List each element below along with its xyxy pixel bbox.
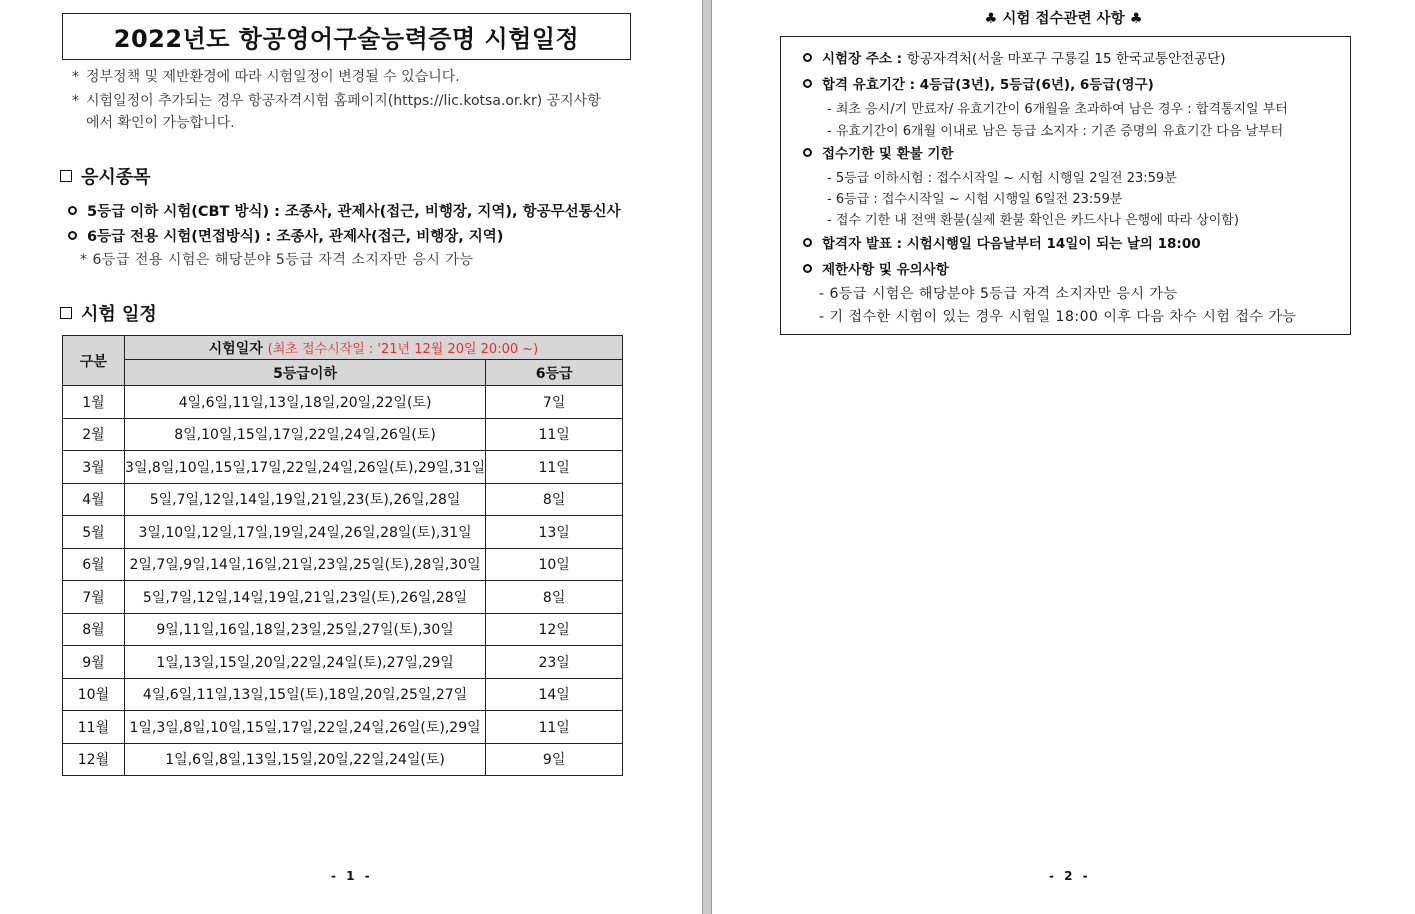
circle-bullet-icon xyxy=(803,148,812,157)
header-grade5: 5등급이하 xyxy=(124,360,485,386)
grade6-dates-cell: 8일 xyxy=(486,483,623,516)
notice-line-2: * 시험일정이 추가되는 경우 항공자격시험 홈페이지(https://lic.kotsa.or.kr) 공지사항 xyxy=(72,90,601,113)
month-cell: 10월 xyxy=(63,678,125,711)
notice-line-3: 에서 확인이 가능합니다. xyxy=(86,115,235,131)
grade5-dates-cell: 1일,13일,15일,20일,22일,24일(토),27일,29일 xyxy=(124,646,485,679)
grade5-dates-cell: 2일,7일,9일,14일,16일,21일,23일,25일(토),28일,30일 xyxy=(124,548,485,581)
note-mark: * xyxy=(72,93,79,109)
month-cell: 6월 xyxy=(63,548,125,581)
table-row xyxy=(63,386,623,419)
exam-type-subnote: * 6등급 전용 시험은 해당분야 5등급 자격 소지자만 응시 가능 xyxy=(80,252,474,268)
grade6-dates-cell: 10일 xyxy=(486,548,623,581)
header-exam-date: 시험일자 (최초 접수시작일 : '21년 12월 20일 20:00 ~) xyxy=(124,336,622,360)
checkbox-square-icon xyxy=(60,307,72,319)
page-number: - 2 - xyxy=(1049,869,1091,883)
circle-bullet-icon xyxy=(68,231,77,240)
deadline-line: 접수기한 및 환불 기한 xyxy=(803,142,953,162)
grade6-dates-cell: 11일 xyxy=(486,451,623,484)
section-schedule-heading: 시험 일정 xyxy=(60,300,157,326)
grade5-dates-cell: 5일,7일,12일,14일,19일,21일,23(토),26일,28일 xyxy=(124,483,485,516)
deadline-item: - 접수 기한 내 전액 환불(실제 환불 확인은 카드사나 은행에 따라 상이함) xyxy=(827,213,1239,228)
month-cell: 3월 xyxy=(63,451,125,484)
month-cell: 12월 xyxy=(63,743,125,776)
grade6-dates-cell: 11일 xyxy=(486,711,623,744)
validity-item: - 유효기간이 6개월 이내로 남은 등급 소지자 : 기존 증명의 유효기간 다음 날부터 xyxy=(827,124,1284,139)
exam-type-item: 5등급 이하 시험(CBT 방식) : 조종사, 관제사(접근, 비행장, 지역), 항공무선통신사 xyxy=(68,200,621,221)
grade5-dates-cell: 3일,10일,12일,17일,19일,24일,26일,28일(토),31일 xyxy=(124,516,485,549)
month-cell: 8월 xyxy=(63,613,125,646)
page-gutter xyxy=(702,0,712,914)
table-row xyxy=(63,548,623,581)
grade5-dates-cell: 3일,8일,10일,15일,17일,22일,24일,26일(토),29일,31일 xyxy=(124,451,485,484)
grade6-dates-cell: 8일 xyxy=(486,581,623,614)
document-page-1 xyxy=(0,0,702,914)
restriction-item: - 기 접수한 시험이 있는 경우 시험일 18:00 이후 다음 차수 시험 접수 가능 xyxy=(819,309,1297,325)
grade6-dates-cell: 7일 xyxy=(486,386,623,419)
page-title xyxy=(62,13,631,60)
circle-bullet-icon xyxy=(803,53,812,62)
grade5-dates-cell: 9일,11일,16일,18일,23일,25일,27일(토),30일 xyxy=(124,613,485,646)
deadline-item: - 5등급 이하시험 : 접수시작일 ~ 시험 시행일 2일전 23:59분 xyxy=(827,171,1177,186)
table-row xyxy=(63,581,623,614)
month-cell: 1월 xyxy=(63,386,125,419)
announcement-line: 합격자 발표 : 시험시행일 다음날부터 14일이 되는 날의 18:00 xyxy=(803,232,1201,252)
grade6-dates-cell: 14일 xyxy=(486,678,623,711)
header-grade6: 6등급 xyxy=(486,360,623,386)
notice-line-1: * 정부정책 및 제반환경에 따라 시험일정이 변경될 수 있습니다. xyxy=(72,66,460,89)
circle-bullet-icon xyxy=(803,238,812,247)
schedule-table xyxy=(62,335,623,776)
grade6-dates-cell: 13일 xyxy=(486,516,623,549)
grade5-dates-cell: 1일,3일,8일,10일,15일,17일,22일,24일,26일(토),29일 xyxy=(124,711,485,744)
month-cell: 2월 xyxy=(63,418,125,451)
exam-type-item: 6등급 전용 시험(면접방식) : 조종사, 관제사(접근, 비행장, 지역) xyxy=(68,225,503,246)
grade5-dates-cell: 4일,6일,11일,13일,18일,20일,22일(토) xyxy=(124,386,485,419)
table-row xyxy=(63,613,623,646)
grade5-dates-cell: 4일,6일,11일,13일,15일(토),18일,20일,25일,27일 xyxy=(124,678,485,711)
grade6-dates-cell: 9일 xyxy=(486,743,623,776)
table-row xyxy=(63,451,623,484)
grade5-dates-cell: 1일,6일,8일,13일,15일,20일,22일,24일(토) xyxy=(124,743,485,776)
validity-line: 합격 유효기간 : 4등급(3년), 5등급(6년), 6등급(영구) xyxy=(803,73,1154,93)
note-mark: * xyxy=(72,69,79,85)
table-row xyxy=(63,516,623,549)
header-category: 구분 xyxy=(63,336,125,386)
venue-line: 시험장 주소 : 항공자격처(서울 마포구 구룡길 15 한국교통안전공단) xyxy=(803,47,1225,67)
page-title-text: 2022년도 항공영어구술능력증명 시험일정 xyxy=(113,25,580,53)
table-row xyxy=(63,418,623,451)
table-row xyxy=(63,483,623,516)
section-exam-types-heading: 응시종목 xyxy=(60,163,151,189)
registration-info-box xyxy=(780,36,1351,335)
page-title: ♣ 시험 접수관련 사항 ♣ xyxy=(984,11,1143,27)
checkbox-square-icon xyxy=(60,170,72,182)
table-row xyxy=(63,743,623,776)
restriction-line: 제한사항 및 유의사항 xyxy=(803,258,949,278)
table-row xyxy=(63,678,623,711)
table-row xyxy=(63,711,623,744)
month-cell: 7월 xyxy=(63,581,125,614)
deadline-item: - 6등급 : 접수시작일 ~ 시험 시행일 6일전 23:59분 xyxy=(827,192,1123,207)
validity-item: - 최초 응시/기 만료자/ 유효기간이 6개월을 초과하여 남은 경우 : 합격통지일 부터 xyxy=(827,102,1288,117)
header-date-note: (최초 접수시작일 : '21년 12월 20일 20:00 ~) xyxy=(267,341,539,357)
circle-bullet-icon xyxy=(68,206,77,215)
month-cell: 11월 xyxy=(63,711,125,744)
table-row xyxy=(63,646,623,679)
grade6-dates-cell: 23일 xyxy=(486,646,623,679)
page-number: - 1 - xyxy=(331,869,373,883)
grade5-dates-cell: 8일,10일,15일,17일,22일,24일,26일(토) xyxy=(124,418,485,451)
circle-bullet-icon xyxy=(803,79,812,88)
document-page-2 xyxy=(712,0,1415,914)
month-cell: 9월 xyxy=(63,646,125,679)
grade6-dates-cell: 11일 xyxy=(486,418,623,451)
month-cell: 4월 xyxy=(63,483,125,516)
restriction-item: - 6등급 시험은 해당분야 5등급 자격 소지자만 응시 가능 xyxy=(819,286,1178,302)
month-cell: 5월 xyxy=(63,516,125,549)
grade5-dates-cell: 5일,7일,12일,14일,19일,21일,23일(토),26일,28일 xyxy=(124,581,485,614)
grade6-dates-cell: 12일 xyxy=(486,613,623,646)
circle-bullet-icon xyxy=(803,264,812,273)
